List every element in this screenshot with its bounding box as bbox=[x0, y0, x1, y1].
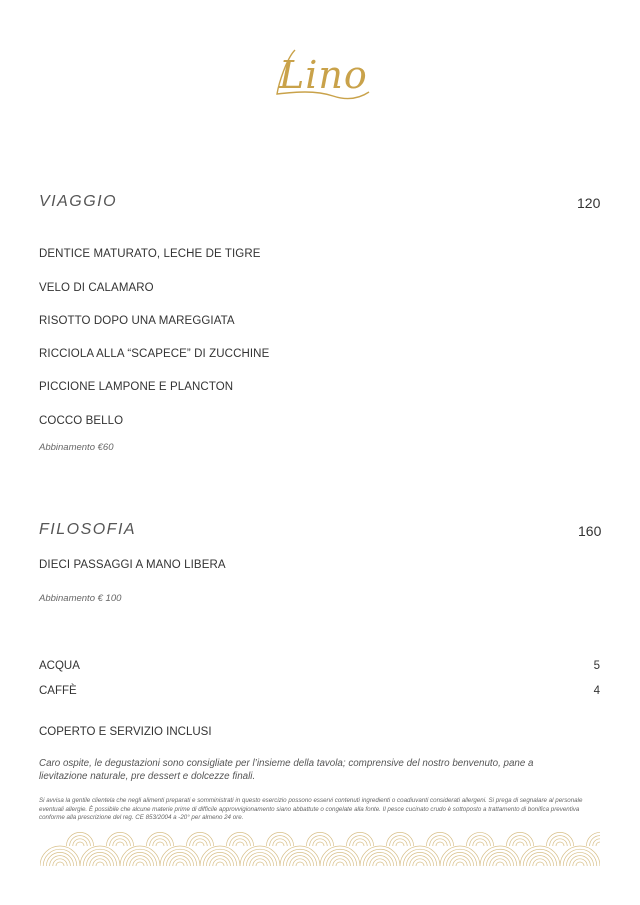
arch-line bbox=[363, 849, 397, 866]
arch-line bbox=[386, 832, 413, 846]
service-note: COPERTO E SERVIZIO INCLUSI bbox=[39, 726, 212, 738]
arch-line bbox=[53, 859, 67, 866]
arch-line bbox=[366, 852, 393, 866]
arch-line bbox=[536, 862, 544, 866]
arch-line bbox=[126, 852, 153, 866]
arch-line bbox=[436, 842, 444, 846]
logo-text: Lino bbox=[279, 53, 368, 97]
arch-line bbox=[46, 852, 73, 866]
arch-line bbox=[353, 839, 367, 846]
arch-line bbox=[153, 839, 167, 846]
arch-line bbox=[93, 859, 107, 866]
arch-line bbox=[443, 849, 477, 866]
menu-price-filosofia: 160 bbox=[578, 523, 602, 539]
arch-line bbox=[333, 859, 347, 866]
arch-line bbox=[156, 842, 164, 846]
arch-line bbox=[43, 849, 77, 866]
arch-line bbox=[496, 862, 504, 866]
extra-label-acqua: ACQUA bbox=[39, 660, 80, 672]
arch-line bbox=[56, 862, 64, 866]
arch-line bbox=[283, 849, 317, 866]
arch-line bbox=[416, 862, 424, 866]
arch-line bbox=[186, 832, 213, 846]
dish-item: COCCO BELLO bbox=[39, 415, 124, 427]
arch-line bbox=[533, 859, 547, 866]
arch-line bbox=[326, 852, 353, 866]
lino-logo bbox=[265, 38, 375, 110]
arch-line bbox=[313, 839, 327, 846]
arch-line bbox=[243, 849, 277, 866]
dish-item: PICCIONE LAMPONE E PLANCTON bbox=[39, 381, 234, 393]
arch-line bbox=[466, 832, 493, 846]
arch-line bbox=[216, 862, 224, 866]
pairing-filosofia: Abbinamento € 100 bbox=[39, 593, 122, 604]
arch-line bbox=[506, 832, 533, 846]
arch-line bbox=[546, 832, 573, 846]
arch-line bbox=[236, 842, 244, 846]
arch-line bbox=[196, 842, 204, 846]
arch-line bbox=[293, 859, 307, 866]
arch-line bbox=[86, 852, 113, 866]
arch-line bbox=[563, 849, 597, 866]
arch-line bbox=[233, 839, 247, 846]
arch-line bbox=[513, 839, 527, 846]
arch-line bbox=[273, 839, 287, 846]
pairing-viaggio: Abbinamento €60 bbox=[39, 442, 114, 453]
arch-line bbox=[76, 842, 84, 846]
arch-line bbox=[173, 859, 187, 866]
arch-line bbox=[113, 839, 127, 846]
dish-item: RISOTTO DOPO UNA MAREGGIATA bbox=[39, 315, 235, 327]
arch-line bbox=[523, 849, 557, 866]
dish-item: DIECI PASSAGGI A MANO LIBERA bbox=[39, 559, 226, 571]
arch-line bbox=[193, 839, 207, 846]
arch-line bbox=[206, 852, 233, 866]
arch-line bbox=[253, 859, 267, 866]
arch-line bbox=[166, 852, 193, 866]
extra-label-caffe: CAFFÈ bbox=[39, 685, 77, 697]
arch-line bbox=[526, 852, 553, 866]
arch-line bbox=[133, 859, 147, 866]
arch-line bbox=[406, 852, 433, 866]
arch-line bbox=[276, 842, 284, 846]
arch-line bbox=[73, 839, 87, 846]
menu-title-viaggio: VIAGGIO bbox=[39, 193, 118, 210]
arch-line bbox=[553, 839, 567, 846]
arch-line bbox=[286, 852, 313, 866]
arch-line bbox=[146, 832, 173, 846]
arch-line bbox=[493, 859, 507, 866]
extra-price-caffe: 4 bbox=[593, 685, 600, 697]
allergen-legal-note: Si avvisa la gentile clientela che negli alimenti preparati e somministrati in questo esercizio possono esservi contenuti ingredienti o coadiuvanti considerati allergeni. Si prega di segnalare al personale eventuali allergie. È possibile che alcune materie prime di difficile approvvigionamento siano abbattute o congelate alla fonte. Il pesce cucinato crudo è sottoposto a trattamento di bonifica preventiva conforme alla prescrizione del reg. CE 853/2004 a -20° per almeno 24 ore. bbox=[39, 797, 583, 821]
arch-line bbox=[576, 862, 584, 866]
arch-line bbox=[476, 842, 484, 846]
arch-line bbox=[213, 859, 227, 866]
arch-line bbox=[203, 849, 237, 866]
arch-line bbox=[453, 859, 467, 866]
arch-line bbox=[116, 842, 124, 846]
arch-line bbox=[226, 832, 253, 846]
arch-line bbox=[296, 862, 304, 866]
arch-line bbox=[246, 852, 273, 866]
arch-line bbox=[256, 862, 264, 866]
arch-line bbox=[376, 862, 384, 866]
arch-line bbox=[136, 862, 144, 866]
arch-line bbox=[413, 859, 427, 866]
dish-item: DENTICE MATURATO, LECHE DE TIGRE bbox=[39, 248, 261, 260]
arch-line bbox=[306, 832, 333, 846]
arch-line bbox=[446, 852, 473, 866]
arch-line bbox=[176, 862, 184, 866]
arch-line bbox=[163, 849, 197, 866]
arch-line bbox=[106, 832, 133, 846]
menu-title-filosofia: FILOSOFIA bbox=[39, 521, 137, 538]
arch-line bbox=[266, 832, 293, 846]
arch-line bbox=[426, 832, 453, 846]
menu-price-viaggio: 120 bbox=[577, 195, 601, 211]
arch-line bbox=[433, 839, 447, 846]
guest-note: Caro ospite, le degustazioni sono consigliate per l’insieme della tavola; comprensive del nostro benvenuto, pane a lievitazione naturale, pre dessert e dolcezze finali. bbox=[39, 758, 534, 782]
arch-line bbox=[566, 852, 593, 866]
dish-item: RICCIOLA ALLA “SCAPECE” DI ZUCCHINE bbox=[39, 348, 270, 360]
arch-line bbox=[483, 849, 517, 866]
arch-line bbox=[346, 832, 373, 846]
arch-line bbox=[66, 832, 93, 846]
arch-line bbox=[556, 842, 564, 846]
arch-line bbox=[396, 842, 404, 846]
arch-line bbox=[336, 862, 344, 866]
arch-line bbox=[486, 852, 513, 866]
arch-line bbox=[316, 842, 324, 846]
arch-line bbox=[573, 859, 587, 866]
arch-line bbox=[456, 862, 464, 866]
arch-line bbox=[373, 859, 387, 866]
arch-line bbox=[596, 842, 600, 846]
arch-line bbox=[356, 842, 364, 846]
arch-line bbox=[96, 862, 104, 866]
arch-line bbox=[393, 839, 407, 846]
dish-item: VELO DI CALAMARO bbox=[39, 282, 154, 294]
arch-line bbox=[83, 849, 117, 866]
arch-line bbox=[323, 849, 357, 866]
arch-line bbox=[473, 839, 487, 846]
decorative-arch-pattern bbox=[40, 832, 600, 866]
extra-price-acqua: 5 bbox=[593, 660, 600, 672]
arch-line bbox=[516, 842, 524, 846]
arch-line bbox=[403, 849, 437, 866]
arch-line bbox=[123, 849, 157, 866]
